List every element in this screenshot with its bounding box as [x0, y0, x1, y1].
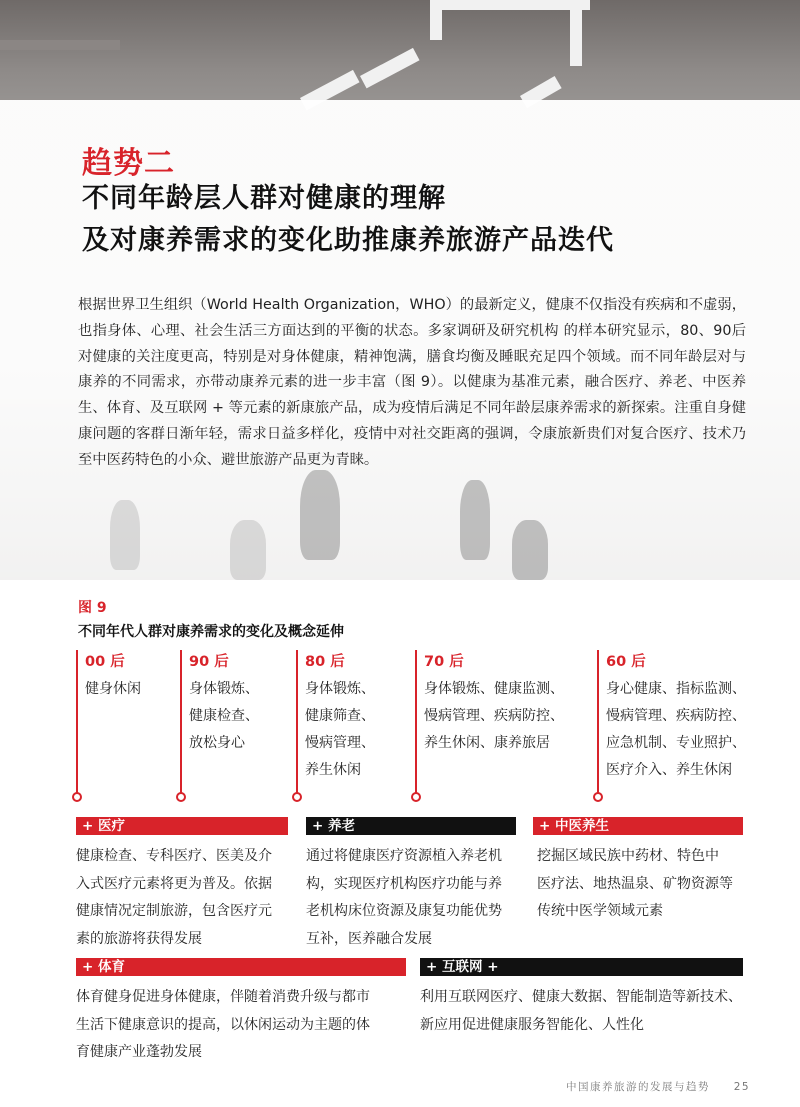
- era-90: [180, 648, 290, 804]
- era-item: 健身休闲: [85, 681, 141, 697]
- era-item: 放松身心: [189, 735, 245, 751]
- era-80: [296, 648, 406, 804]
- card-text: [537, 843, 747, 926]
- era-item: 养生休闲: [305, 762, 361, 778]
- headline-line-1: 不同年龄层人群对健康的理解: [82, 183, 446, 214]
- card-line: 新应用促进健康服务智能化、人性化: [420, 1016, 644, 1033]
- card-title-bar: + 互联网 +: [420, 958, 743, 976]
- trend-label: 趋势二: [82, 146, 175, 181]
- era-item: 应急机制、专业照护、: [606, 735, 746, 751]
- page-number: 25: [733, 1081, 751, 1093]
- card-tcm-wellness: [533, 817, 743, 947]
- card-line: 挖掘区域民族中药材、特色中: [537, 848, 719, 864]
- era-item: 身心健康、指标监测、: [606, 681, 746, 697]
- era-item: 慢病管理、疾病防控、: [606, 708, 746, 724]
- card-line: 育健康产业蓬勃发展: [76, 1044, 202, 1060]
- era-item: 健康筛查、: [305, 708, 375, 724]
- timeline-dot: [411, 792, 421, 802]
- timeline-dot: [176, 792, 186, 802]
- era-00: [76, 648, 176, 804]
- headline-line-2: 及对康养需求的变化助推康养旅游产品迭代: [82, 225, 614, 256]
- figure-label: 图 9: [78, 600, 107, 616]
- card-line: 老机构床位资源及康复功能优势: [306, 903, 502, 919]
- era-title: 80 后: [305, 654, 345, 670]
- card-text: [306, 843, 516, 953]
- era-item: 健康检查、: [189, 708, 259, 724]
- era-70: [415, 648, 585, 804]
- timeline-dot: [72, 792, 82, 802]
- timeline-line: [180, 650, 182, 794]
- card-line: 健康情况定制旅游，包含医疗元: [76, 903, 272, 919]
- era-item: 身体锻炼、: [189, 681, 259, 697]
- card-line: 素的旅游将获得发展: [76, 930, 202, 947]
- era-60: [597, 648, 777, 804]
- card-title-bar: + 养老: [306, 817, 516, 835]
- card-medical: [76, 817, 288, 947]
- timeline-line: [296, 650, 298, 794]
- card-internet-plus: [420, 958, 743, 1048]
- card-line: 传统中医学领域元素: [537, 903, 663, 919]
- timeline-line: [76, 650, 78, 794]
- card-sports: [76, 958, 406, 1068]
- card-title-bar: + 体育: [76, 958, 406, 976]
- timeline-dot: [593, 792, 603, 802]
- card-line: 通过将健康医疗资源植入养老机: [306, 848, 502, 864]
- card-text: [420, 984, 750, 1039]
- card-line: 互补，医养融合发展: [306, 930, 432, 947]
- section-headline: [82, 178, 614, 262]
- age-timeline: [0, 648, 800, 808]
- era-item: 医疗介入、养生休闲: [606, 762, 732, 778]
- timeline-line: [597, 650, 599, 794]
- card-line: 医疗法、地热温泉、矿物资源等: [537, 875, 733, 892]
- figure-title: 不同年代人群对康养需求的变化及概念延伸: [78, 624, 344, 640]
- card-title-bar: + 医疗: [76, 817, 288, 835]
- card-line: 利用互联网医疗、健康大数据、智能制造等新技术、: [420, 989, 742, 1005]
- running-title: 中国康养旅游的发展与趋势: [566, 1081, 710, 1093]
- era-title: 70 后: [424, 654, 464, 670]
- card-line: 构，实现医疗机构医疗功能与养: [306, 875, 502, 892]
- card-line: 生活下健康意识的提高，以休闲运动为主题的体: [76, 1016, 370, 1033]
- era-item: 身体锻炼、: [305, 681, 375, 697]
- timeline-dot: [292, 792, 302, 802]
- card-line: 体育健身促进身体健康，伴随着消费升级与都市: [76, 989, 370, 1005]
- card-line: 入式医疗元素将更为普及。依据: [76, 875, 272, 892]
- era-item: 慢病管理、疾病防控、: [424, 708, 564, 724]
- era-title: 90 后: [189, 654, 229, 670]
- era-item: 身体锻炼、健康监测、: [424, 681, 564, 697]
- card-elderly-care: [306, 817, 516, 947]
- era-title: 00 后: [85, 654, 125, 670]
- timeline-line: [415, 650, 417, 794]
- era-item: 慢病管理、: [305, 735, 375, 751]
- card-title-bar: + 中医养生: [533, 817, 743, 835]
- era-item: 养生休闲、康养旅居: [424, 735, 550, 751]
- card-text: [76, 843, 288, 953]
- page-footer: [566, 1079, 750, 1094]
- card-line: 健康检查、专科医疗、医美及介: [76, 848, 272, 864]
- card-text: [76, 984, 406, 1067]
- body-paragraph: 根据世界卫生组织（World Health Organization，WHO）的最新定义，健康不仅指没有疾病和不虚弱，也指身体、心理、社会生活三方面达到的平衡的状态。多家调研及研究机构 的样本研究显示，80、90后对健康的关注度更高，特别是对身体健康，精神饱满，膳食均衡及睡眠充足四个领域。而不同年龄层对与康养的不同需求，亦带动康养元素的进一步丰富（图 9）。以健康为基准元素，融合医疗、养老、中医养生、体育、及互联网 + 等元素的新康旅产品，成为疫情后满足不同年龄层康养需求的新探索。注重自身健康问题的客群日渐年轻，需求日益多样化，疫情中对社交距离的强调，令康旅新贵们对复合医疗、技术乃至中医药特色的小众、避世旅游产品更为青睐。: [78, 297, 746, 468]
- era-title: 60 后: [606, 654, 646, 670]
